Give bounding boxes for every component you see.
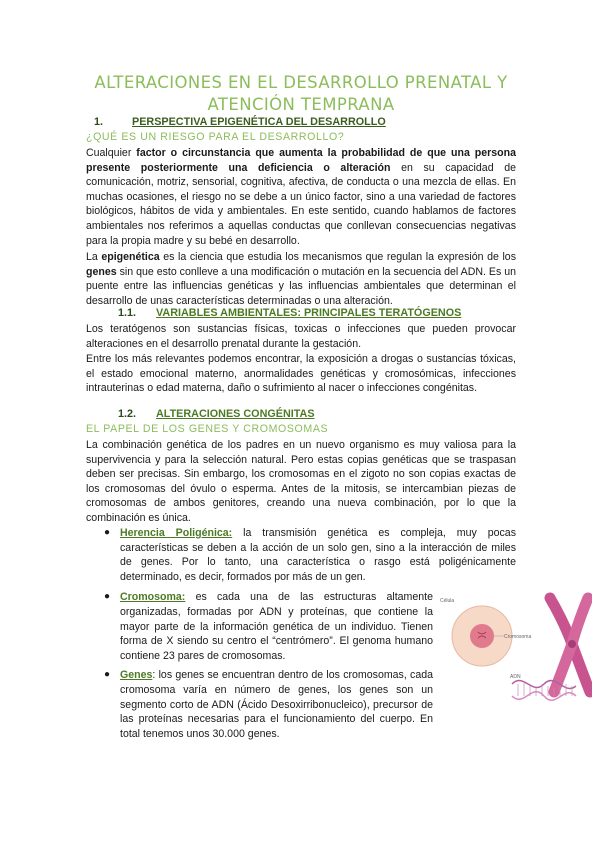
cell-chromosome-dna-illustration (432, 592, 592, 732)
text-run: en su capacidad de comunicación, motriz, sensorial, cognitiva, afectiva, de conducta o una mezcla de ellas. En muchas ocasiones, el riesgo no se debe a un único factor, sino a una variedad de factores biológicos, hábitos de vida y ambientales. En este sentido, cuando hablamos de factores ambientales nos referimos a aquellas conductas que conllevan consecuencias negativas para la propia madre y su bebé en desarrollo. (86, 161, 516, 247)
section-1-2-number: 1.2. (118, 408, 137, 420)
term-chromosome: Cromosoma: (120, 591, 186, 604)
bold-run: epigenética (101, 251, 160, 263)
text-run: La (86, 251, 102, 263)
bullet-icon: ● (104, 527, 111, 538)
text-run: sin que esto conlleve a una modificación o mutación en la secuencia del ADN. Es un puente entre las influencias genéticas y las influencias ambientales que determinan el desarrollo de unas características determinadas o una alteración. (86, 265, 516, 307)
dna-helix-icon (512, 681, 576, 701)
term-polygenic: Herencia Poligénica: (120, 527, 233, 539)
section-1-number: 1. (94, 116, 104, 128)
epigenetics-paragraph (86, 250, 516, 308)
genetic-combination-paragraph: La combinación genética de los padres en un nuevo organismo es muy valiosa para la supervivencia y para la selección natural. Pero estas copias genéticas que se traspasan deben ser precisas. Sin embargo, los cromosomas en el zigoto no son copias exactas de los cromosomas del óvulo o esperma. Antes de la mitosis, se intercambian piezas de cromosomas de ambos genitores, creando una nueva combinación, por lo que la combinación es única. (86, 439, 516, 524)
label-dna: ADN (510, 674, 521, 680)
teratogens-paragraph: Los teratógenos son sustancias físicas, toxicas o infecciones que pueden provocar alteraciones en el desarrollo prenatal durante la gestación. (86, 323, 516, 350)
chromosome-icon (550, 598, 590, 692)
list-item-genes (86, 668, 433, 741)
section-1-1-title: VARIABLES AMBIENTALES: PRINCIPALES TERATÓGENOS (156, 307, 462, 319)
section-1-1-heading (86, 307, 461, 319)
genes-subheading: EL PAPEL DE LOS GENES Y CROMOSOMAS (86, 423, 329, 435)
text-run: es la ciencia que estudia los mecanismos que regulan la expresión de los (159, 251, 516, 263)
bullet-icon: ● (104, 591, 111, 603)
section-1-heading (86, 116, 386, 128)
title-line-1: ALTERACIONES EN EL DESARROLLO PRENATAL Y (94, 73, 508, 92)
bold-run: factor o circunstancia que aumenta la probabilidad de que una persona presente posteriormente una deficiencia o alteración (86, 147, 516, 174)
risk-question: ¿QUÉ ES UN RIESGO PARA EL DESARROLLO? (86, 131, 345, 143)
label-cell: Célula (440, 598, 455, 604)
text-genes: : los genes se encuentran dentro de los cromosomas, cada cromosoma varía en número de genes, los genes son un segmento corto de ADN (Ácido Desoxirribonucleico), precursor de las proteínas necesarias para el funcionamiento del cuerpo. En total tenemos unos 30.000 genes. (120, 669, 433, 740)
section-1-2-title: ALTERACIONES CONGÉNITAS (156, 408, 315, 420)
risk-paragraph (86, 146, 516, 248)
page-title (86, 72, 516, 116)
section-1-1-number: 1.1. (118, 307, 137, 319)
title-line-2: ATENCIÓN TEMPRANA (207, 95, 395, 114)
section-1-2-heading (86, 408, 315, 420)
term-genes: Genes (120, 669, 153, 682)
section-1-title: PERSPECTIVA EPIGENÉTICA DEL DESARROLLO (132, 116, 386, 128)
text-run: Cualquier (86, 147, 137, 159)
bullet-icon: ● (104, 669, 111, 681)
teratogens-list-paragraph: Entre los más relevantes podemos encontrar, la exposición a drogas o sustancias tóxicas, el estado emocional materno, anormalidades genéticas y cromosómicas, infecciones intrauterinas o edad materna, daño o sufrimiento al nacer o infecciones congénitas. (86, 353, 516, 395)
text-chromosome: es cada una de las estructuras altamente organizadas, formadas por ADN y proteínas, que contiene la mayor parte de la información genética de un individuo. Tienen forma de X siendo su centro el “centrómero”. El genoma humano contiene 23 pares de cromosomas. (120, 591, 433, 662)
list-item-polygenic (86, 526, 516, 584)
text-polygenic: la transmisión genética es compleja, muy pocas características se deben a la acción de un solo gen, sino a la interacción de miles de genes. Por lo tanto, una característica o rasgo está poligénicamente determinado, es decir, formados por más de un gen. (120, 527, 516, 583)
list-item-chromosome (86, 590, 433, 663)
bold-run: genes (86, 265, 117, 278)
label-chromosome: Cromosoma (504, 634, 532, 640)
